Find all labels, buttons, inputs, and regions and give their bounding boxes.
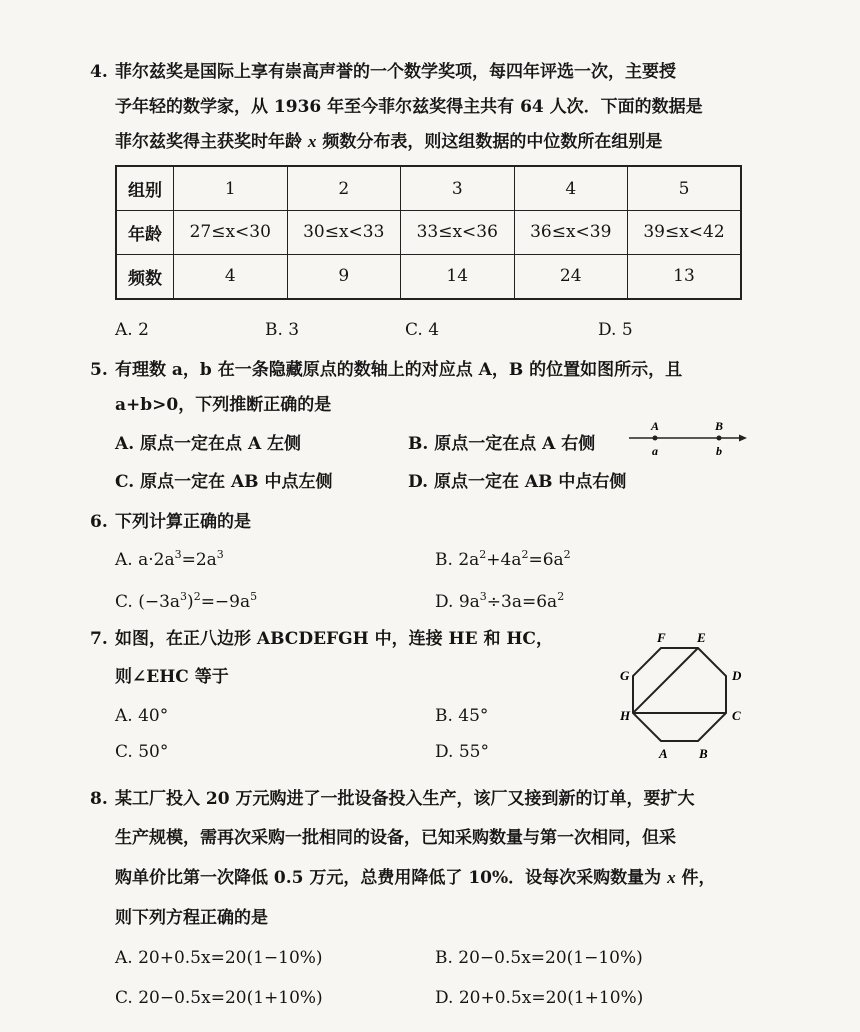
q6-option-b: B. $2a^2+4a^2=6a^2$ <box>435 548 571 570</box>
q8-stem-line3: 购单价比第一次降低 0.5 万元，总费用降低了 10%．设每次采购数量为 x 件， <box>115 868 716 888</box>
q6-option-c: C. $(-3a^3)^2=-9a^5$ <box>115 590 258 612</box>
vertex-a-label: A <box>659 746 668 761</box>
table-cell-freq-5: 13 <box>628 254 742 299</box>
q5-option-c: C. 原点一定在 AB 中点左侧 <box>115 472 333 492</box>
q5-option-b: B. 原点一定在点 A 右侧 <box>408 434 596 454</box>
vertex-g-label: G <box>620 668 630 683</box>
q8-stem-line1: 某工厂投入 20 万元购进了一批设备投入生产，该厂又接到新的订单，要扩大 <box>115 789 695 809</box>
q4-stem-line1: 菲尔兹奖是国际上享有崇高声誉的一个数学奖项，每四年评选一次，主要授 <box>115 62 676 82</box>
vertex-e-label: E <box>697 630 706 645</box>
q4-option-d: D. 5 <box>598 320 633 340</box>
table-head-group: 组别 <box>116 166 174 211</box>
table-cell-age-1: 27≤x<30 <box>174 211 288 255</box>
q4-option-b: B. 3 <box>265 320 300 340</box>
table-cell-group-3: 3 <box>401 166 515 211</box>
vertex-c-label: C <box>732 708 741 723</box>
point-b-dot <box>717 436 722 441</box>
q7-option-a: A. 40° <box>115 706 169 726</box>
q4-stem-line2: 予年轻的数学家，从 1936 年至今菲尔兹奖得主共有 64 人次．下面的数据是 <box>115 97 703 117</box>
q7-option-b: B. 45° <box>435 706 489 726</box>
octagon-shape <box>633 648 726 741</box>
number-line-arrow-icon <box>739 435 747 442</box>
q8-stem-line2: 生产规模，需再次采购一批相同的设备，已知采购数量与第一次相同，但采 <box>115 828 676 848</box>
table-cell-age-4: 36≤x<39 <box>514 211 628 255</box>
table-cell-freq-4: 24 <box>514 254 628 299</box>
table-cell-group-5: 5 <box>628 166 742 211</box>
q8-option-b: B. 20−0.5x=20(1−10%) <box>435 948 643 968</box>
segment-he <box>633 648 698 713</box>
q6-option-a: A. $a\cdot 2a^3=2a^3$ <box>115 548 224 570</box>
value-a-label: a <box>652 444 658 458</box>
q4-option-a: A. 2 <box>115 320 149 340</box>
table-row-group <box>116 166 741 211</box>
q5-stem-line2: a+b>0，下列推断正确的是 <box>115 395 332 415</box>
value-b-label: b <box>716 444 722 458</box>
table-head-frequency: 频数 <box>116 254 174 299</box>
table-cell-freq-1: 4 <box>174 254 288 299</box>
q6-option-d: D. $9a^3\div 3a=6a^2$ <box>435 590 565 612</box>
table-row-age <box>116 211 741 255</box>
table-cell-age-2: 30≤x<33 <box>287 211 401 255</box>
q4-number: 4. <box>90 62 108 82</box>
table-row-frequency <box>116 254 741 299</box>
frequency-table <box>115 165 742 300</box>
q6-number: 6. <box>90 512 108 532</box>
q5-number: 5. <box>90 360 108 380</box>
table-cell-group-2: 2 <box>287 166 401 211</box>
q7-option-d: D. 55° <box>435 742 489 762</box>
table-cell-freq-3: 14 <box>401 254 515 299</box>
vertex-b-label: B <box>699 746 708 761</box>
table-head-age: 年龄 <box>116 211 174 255</box>
q4-stem-line3: 菲尔兹奖得主获奖时年龄 x 频数分布表，则这组数据的中位数所在组别是 <box>115 132 663 152</box>
q5-stem-line1: 有理数 a，b 在一条隐藏原点的数轴上的对应点 A，B 的位置如图所示，且 <box>115 360 683 380</box>
q7-stem-line1: 如图，在正八边形 ABCDEFGH 中，连接 HE 和 HC， <box>115 629 553 649</box>
table-cell-group-4: 4 <box>514 166 628 211</box>
point-b-label: B <box>715 419 724 433</box>
point-a-label: A <box>651 419 660 433</box>
octagon-figure <box>615 625 750 765</box>
table-cell-freq-2: 9 <box>287 254 401 299</box>
table-cell-group-1: 1 <box>174 166 288 211</box>
q5-option-d: D. 原点一定在 AB 中点右侧 <box>408 472 627 492</box>
point-a-dot <box>653 436 658 441</box>
q8-option-d: D. 20+0.5x=20(1+10%) <box>435 988 644 1008</box>
q7-stem-line2: 则∠EHC 等于 <box>115 667 229 687</box>
q8-option-a: A. 20+0.5x=20(1−10%) <box>115 948 323 968</box>
q8-option-c: C. 20−0.5x=20(1+10%) <box>115 988 323 1008</box>
q8-stem-line4: 则下列方程正确的是 <box>115 908 268 928</box>
q8-number: 8. <box>90 789 108 809</box>
q7-option-c: C. 50° <box>115 742 169 762</box>
table-cell-age-3: 33≤x<36 <box>401 211 515 255</box>
vertex-d-label: D <box>732 668 742 683</box>
table-cell-age-5: 39≤x<42 <box>628 211 742 255</box>
vertex-h-label: H <box>620 708 631 723</box>
vertex-f-label: F <box>657 630 666 645</box>
q7-number: 7. <box>90 629 108 649</box>
number-line-figure <box>625 418 750 462</box>
q5-option-a: A. 原点一定在点 A 左侧 <box>115 434 302 454</box>
q4-option-c: C. 4 <box>405 320 440 340</box>
q6-stem: 下列计算正确的是 <box>115 512 251 532</box>
